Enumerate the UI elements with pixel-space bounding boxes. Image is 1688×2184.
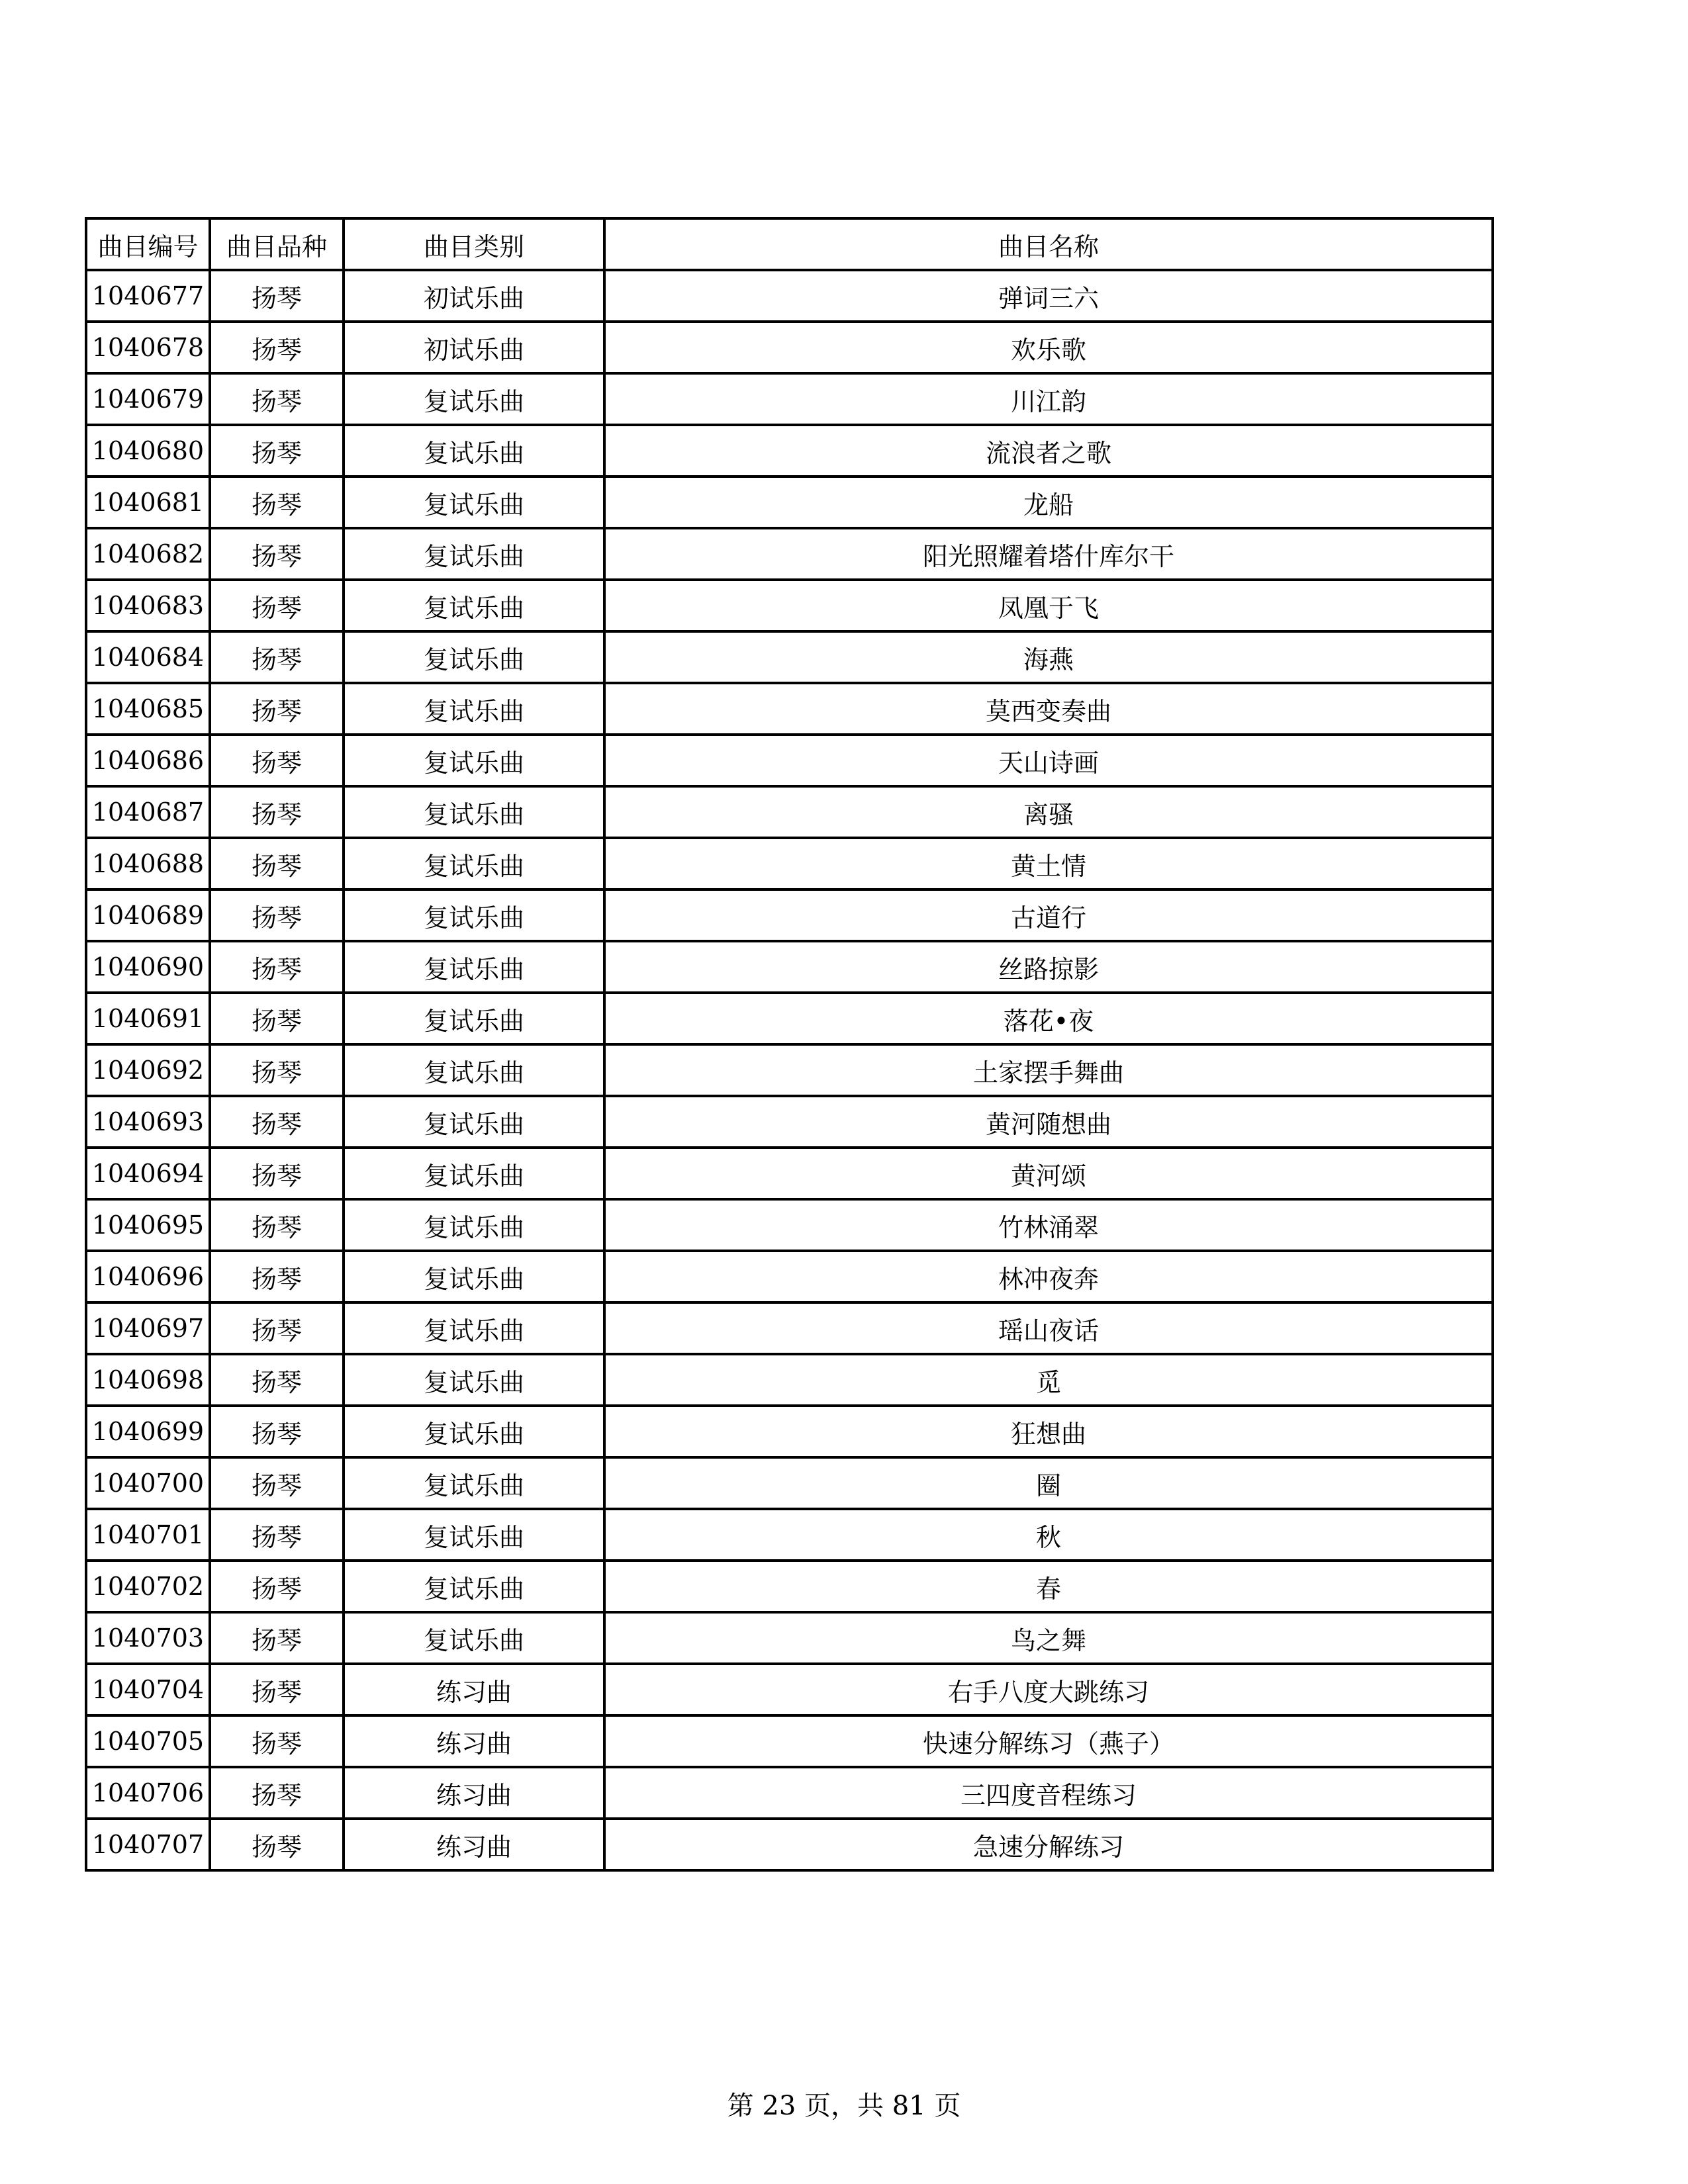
cell-category: 复试乐曲	[344, 941, 604, 993]
cell-piece-name: 秋	[604, 1509, 1493, 1561]
table-row	[86, 1509, 1493, 1561]
cell-piece-id: 1040694	[86, 1148, 210, 1199]
cell-instrument: 扬琴	[210, 1612, 344, 1664]
table-row	[86, 683, 1493, 735]
cell-category: 复试乐曲	[344, 1251, 604, 1302]
cell-instrument: 扬琴	[210, 1302, 344, 1354]
cell-instrument: 扬琴	[210, 425, 344, 477]
cell-instrument: 扬琴	[210, 1664, 344, 1715]
cell-piece-id: 1040692	[86, 1044, 210, 1096]
cell-piece-name: 右手八度大跳练习	[604, 1664, 1493, 1715]
cell-instrument: 扬琴	[210, 1199, 344, 1251]
cell-category: 练习曲	[344, 1819, 604, 1870]
cell-category: 复试乐曲	[344, 993, 604, 1044]
cell-category: 复试乐曲	[344, 1044, 604, 1096]
table-row	[86, 1715, 1493, 1767]
cell-piece-id: 1040695	[86, 1199, 210, 1251]
table-row	[86, 735, 1493, 786]
cell-instrument: 扬琴	[210, 322, 344, 373]
cell-category: 复试乐曲	[344, 631, 604, 683]
header-piece-name: 曲目名称	[604, 218, 1493, 270]
table-row	[86, 477, 1493, 528]
cell-piece-id: 1040697	[86, 1302, 210, 1354]
cell-category: 复试乐曲	[344, 528, 604, 580]
cell-category: 复试乐曲	[344, 683, 604, 735]
cell-piece-id: 1040682	[86, 528, 210, 580]
table-row	[86, 1561, 1493, 1612]
table-row	[86, 838, 1493, 889]
cell-category: 初试乐曲	[344, 322, 604, 373]
header-category: 曲目类别	[344, 218, 604, 270]
cell-piece-name: 瑶山夜话	[604, 1302, 1493, 1354]
cell-piece-name: 海燕	[604, 631, 1493, 683]
table-row	[86, 1664, 1493, 1715]
table-row	[86, 889, 1493, 941]
cell-category: 复试乐曲	[344, 1509, 604, 1561]
cell-category: 复试乐曲	[344, 1199, 604, 1251]
cell-piece-id: 1040685	[86, 683, 210, 735]
cell-instrument: 扬琴	[210, 941, 344, 993]
table-row	[86, 373, 1493, 425]
cell-instrument: 扬琴	[210, 373, 344, 425]
table-row	[86, 1612, 1493, 1664]
cell-instrument: 扬琴	[210, 993, 344, 1044]
cell-piece-name: 落花•夜	[604, 993, 1493, 1044]
repertoire-table-container	[85, 217, 1491, 1872]
cell-category: 复试乐曲	[344, 786, 604, 838]
cell-instrument: 扬琴	[210, 1767, 344, 1819]
cell-piece-id: 1040678	[86, 322, 210, 373]
table-row	[86, 270, 1493, 322]
cell-category: 复试乐曲	[344, 1096, 604, 1148]
cell-piece-id: 1040693	[86, 1096, 210, 1148]
cell-category: 复试乐曲	[344, 735, 604, 786]
cell-piece-id: 1040689	[86, 889, 210, 941]
cell-instrument: 扬琴	[210, 735, 344, 786]
cell-category: 练习曲	[344, 1715, 604, 1767]
header-piece-id: 曲目编号	[86, 218, 210, 270]
cell-instrument: 扬琴	[210, 889, 344, 941]
cell-piece-id: 1040702	[86, 1561, 210, 1612]
cell-category: 复试乐曲	[344, 1406, 604, 1457]
table-row	[86, 1251, 1493, 1302]
cell-piece-name: 圈	[604, 1457, 1493, 1509]
cell-piece-id: 1040684	[86, 631, 210, 683]
cell-instrument: 扬琴	[210, 1457, 344, 1509]
cell-category: 复试乐曲	[344, 1302, 604, 1354]
table-row	[86, 941, 1493, 993]
table-row	[86, 1457, 1493, 1509]
cell-piece-id: 1040680	[86, 425, 210, 477]
cell-piece-id: 1040681	[86, 477, 210, 528]
cell-instrument: 扬琴	[210, 1148, 344, 1199]
cell-piece-name: 凤凰于飞	[604, 580, 1493, 631]
cell-piece-id: 1040690	[86, 941, 210, 993]
cell-instrument: 扬琴	[210, 1819, 344, 1870]
cell-instrument: 扬琴	[210, 838, 344, 889]
cell-piece-id: 1040698	[86, 1354, 210, 1406]
cell-piece-id: 1040707	[86, 1819, 210, 1870]
cell-instrument: 扬琴	[210, 1509, 344, 1561]
cell-piece-id: 1040706	[86, 1767, 210, 1819]
page-number: 第 23 页，共 81 页	[727, 2091, 961, 2121]
cell-category: 复试乐曲	[344, 373, 604, 425]
cell-category: 复试乐曲	[344, 1354, 604, 1406]
table-row	[86, 322, 1493, 373]
cell-category: 复试乐曲	[344, 1561, 604, 1612]
cell-piece-id: 1040701	[86, 1509, 210, 1561]
cell-piece-name: 觅	[604, 1354, 1493, 1406]
cell-piece-id: 1040705	[86, 1715, 210, 1767]
cell-instrument: 扬琴	[210, 631, 344, 683]
cell-category: 复试乐曲	[344, 889, 604, 941]
cell-category: 初试乐曲	[344, 270, 604, 322]
cell-instrument: 扬琴	[210, 528, 344, 580]
cell-piece-id: 1040700	[86, 1457, 210, 1509]
table-header-row	[86, 218, 1493, 270]
cell-piece-name: 离骚	[604, 786, 1493, 838]
cell-instrument: 扬琴	[210, 1406, 344, 1457]
table-row	[86, 631, 1493, 683]
cell-instrument: 扬琴	[210, 1096, 344, 1148]
cell-piece-name: 春	[604, 1561, 1493, 1612]
table-row	[86, 1044, 1493, 1096]
cell-category: 复试乐曲	[344, 580, 604, 631]
table-body	[86, 270, 1493, 1870]
cell-instrument: 扬琴	[210, 580, 344, 631]
cell-instrument: 扬琴	[210, 1044, 344, 1096]
cell-piece-name: 快速分解练习（燕子）	[604, 1715, 1493, 1767]
cell-piece-name: 流浪者之歌	[604, 425, 1493, 477]
cell-instrument: 扬琴	[210, 1251, 344, 1302]
cell-piece-id: 1040691	[86, 993, 210, 1044]
cell-instrument: 扬琴	[210, 1354, 344, 1406]
cell-category: 复试乐曲	[344, 425, 604, 477]
cell-piece-name: 鸟之舞	[604, 1612, 1493, 1664]
table-row	[86, 580, 1493, 631]
cell-piece-name: 竹林涌翠	[604, 1199, 1493, 1251]
cell-piece-name: 天山诗画	[604, 735, 1493, 786]
cell-category: 练习曲	[344, 1767, 604, 1819]
cell-piece-id: 1040679	[86, 373, 210, 425]
table-row	[86, 528, 1493, 580]
cell-piece-name: 林冲夜奔	[604, 1251, 1493, 1302]
cell-category: 练习曲	[344, 1664, 604, 1715]
table-row	[86, 1199, 1493, 1251]
repertoire-table	[85, 217, 1494, 1872]
cell-piece-name: 黄土情	[604, 838, 1493, 889]
cell-piece-name: 龙船	[604, 477, 1493, 528]
cell-piece-id: 1040683	[86, 580, 210, 631]
cell-category: 复试乐曲	[344, 477, 604, 528]
table-row	[86, 425, 1493, 477]
cell-piece-id: 1040677	[86, 270, 210, 322]
table-row	[86, 1767, 1493, 1819]
table-row	[86, 1819, 1493, 1870]
cell-category: 复试乐曲	[344, 1612, 604, 1664]
cell-piece-name: 莫西变奏曲	[604, 683, 1493, 735]
cell-instrument: 扬琴	[210, 270, 344, 322]
cell-piece-name: 黄河颂	[604, 1148, 1493, 1199]
cell-instrument: 扬琴	[210, 786, 344, 838]
cell-category: 复试乐曲	[344, 838, 604, 889]
header-instrument: 曲目品种	[210, 218, 344, 270]
table-row	[86, 1302, 1493, 1354]
cell-piece-name: 丝路掠影	[604, 941, 1493, 993]
cell-instrument: 扬琴	[210, 683, 344, 735]
cell-piece-id: 1040704	[86, 1664, 210, 1715]
cell-piece-name: 土家摆手舞曲	[604, 1044, 1493, 1096]
cell-category: 复试乐曲	[344, 1457, 604, 1509]
cell-piece-id: 1040688	[86, 838, 210, 889]
table-row	[86, 1148, 1493, 1199]
cell-piece-id: 1040703	[86, 1612, 210, 1664]
table-row	[86, 1406, 1493, 1457]
cell-piece-name: 欢乐歌	[604, 322, 1493, 373]
cell-instrument: 扬琴	[210, 477, 344, 528]
cell-piece-id: 1040696	[86, 1251, 210, 1302]
table-row	[86, 1096, 1493, 1148]
cell-piece-id: 1040687	[86, 786, 210, 838]
cell-piece-name: 阳光照耀着塔什库尔干	[604, 528, 1493, 580]
cell-piece-id: 1040686	[86, 735, 210, 786]
cell-piece-name: 川江韵	[604, 373, 1493, 425]
cell-piece-name: 弹词三六	[604, 270, 1493, 322]
table-row	[86, 993, 1493, 1044]
cell-piece-name: 急速分解练习	[604, 1819, 1493, 1870]
table-row	[86, 786, 1493, 838]
cell-piece-name: 三四度音程练习	[604, 1767, 1493, 1819]
cell-piece-name: 黄河随想曲	[604, 1096, 1493, 1148]
cell-instrument: 扬琴	[210, 1715, 344, 1767]
cell-piece-name: 狂想曲	[604, 1406, 1493, 1457]
cell-piece-id: 1040699	[86, 1406, 210, 1457]
cell-piece-name: 古道行	[604, 889, 1493, 941]
cell-instrument: 扬琴	[210, 1561, 344, 1612]
table-row	[86, 1354, 1493, 1406]
cell-category: 复试乐曲	[344, 1148, 604, 1199]
